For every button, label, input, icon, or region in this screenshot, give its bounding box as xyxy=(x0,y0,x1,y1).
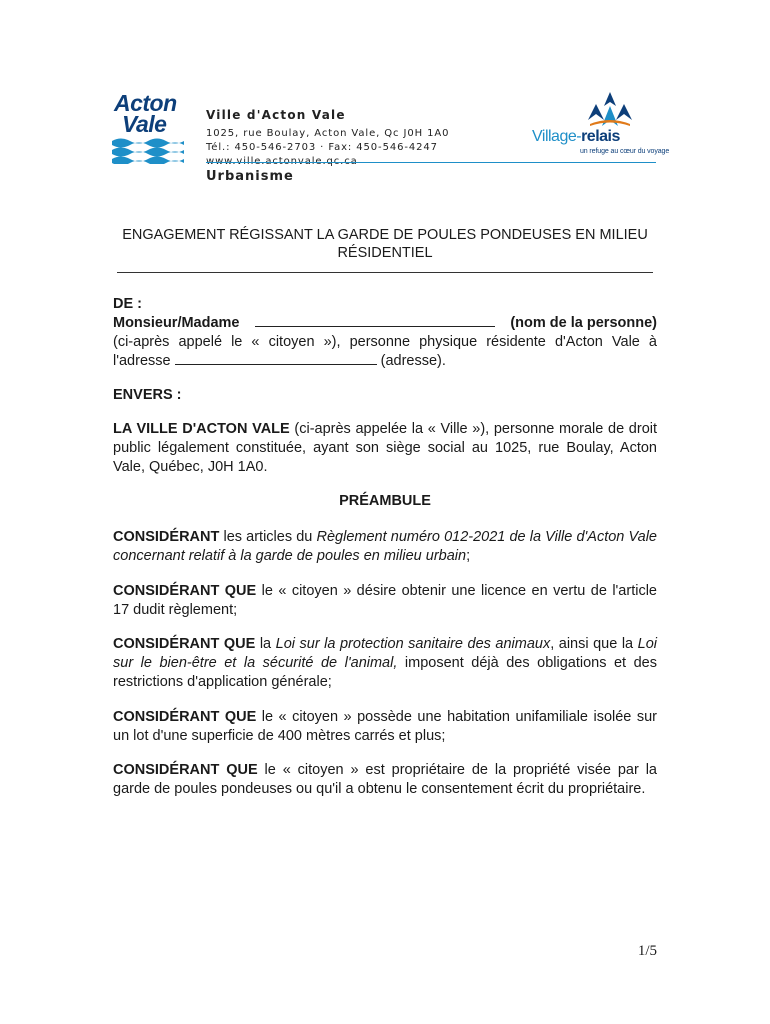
considerant-4 xyxy=(113,708,657,746)
c1-end: ; xyxy=(466,548,471,564)
citizen-name-hint: (nom de la personne) xyxy=(510,315,657,331)
considerant-3 xyxy=(113,635,657,692)
c2-lead: CONSIDÉRANT QUE xyxy=(113,583,257,599)
c1-text: les articles du xyxy=(223,529,313,545)
city-header xyxy=(206,108,449,169)
village-relais-logo xyxy=(530,92,670,162)
document-title: ENGAGEMENT RÉGISSANT LA GARDE DE POULES PONDEUSES EN MILIEU RÉSIDENTIEL xyxy=(122,227,648,261)
header-divider xyxy=(206,162,656,163)
c1-lead: CONSIDÉRANT xyxy=(113,529,220,545)
citizen-label: Monsieur/Madame xyxy=(113,315,240,331)
citizen-address-hint: (adresse). xyxy=(380,353,446,369)
c3-text-1: la xyxy=(259,636,272,652)
citizen-paragraph xyxy=(113,314,657,371)
logo-word-vale: Vale xyxy=(122,111,167,137)
village-relais-tagline: un refuge au cœur du voyage xyxy=(580,148,670,155)
c3-text-2: , ainsi que la xyxy=(550,636,634,652)
citizen-text: (ci-après appelé le « citoyen »), personne physique résidente d'Acton Vale à l'adresse xyxy=(113,334,657,369)
city-address: 1025, rue Boulay, Acton Vale, Qc J0H 1A0 xyxy=(206,128,450,139)
waves-icon xyxy=(112,136,184,164)
preamble-heading: PRÉAMBULE xyxy=(339,493,431,509)
envers-heading: ENVERS : xyxy=(113,387,182,403)
c5-text: le « citoyen » est propriétaire de la propriété visée par la garde de poules pondeuses ou qu'il a obtenu le consentement écrit du propriétaire. xyxy=(113,762,657,797)
considerant-1 xyxy=(113,528,657,566)
village-relais-wordmark: Village-relais xyxy=(532,128,620,145)
c3-law-1: Loi sur la protection sanitaire des animaux xyxy=(275,636,551,652)
acton-vale-logo xyxy=(110,90,190,170)
considerant-2 xyxy=(113,582,657,620)
c3-law-2: Loi sur le bien-être et la sécurité de l'animal, xyxy=(113,636,658,671)
c3-text-3: imposent déjà des obligations et des restrictions d'application générale; xyxy=(113,655,657,690)
c2-text: le « citoyen » désire obtenir une licence en vertu de l'article 17 dudit règlement; xyxy=(113,583,657,618)
logo-word-acton: Acton xyxy=(114,90,177,116)
ville-text: (ci-après appelée la « Ville »), personne morale de droit public légalement constituée, ayant son siège social au 1025, rue Boulay, Acton Vale, Québec, J0H 1A0. xyxy=(113,421,658,475)
c5-lead: CONSIDÉRANT QUE xyxy=(113,762,258,778)
c1-regulation-title: Règlement numéro 012-2021 de la Ville d'Acton Vale concernant relatif à la garde de poules en milieu urbain xyxy=(113,529,657,564)
de-heading: DE : xyxy=(113,296,142,312)
considerant-5 xyxy=(113,761,657,799)
c4-text: le « citoyen » possède une habitation unifamiliale isolée sur un lot d'une superficie de 400 mètres carrés et plus; xyxy=(113,709,657,744)
c3-lead: CONSIDÉRANT QUE xyxy=(113,636,256,652)
page-number: 1/5 xyxy=(637,943,657,959)
title-divider xyxy=(117,272,653,273)
department-name: Urbanisme xyxy=(206,169,294,184)
city-name: Ville d'Acton Vale xyxy=(206,108,346,122)
c4-lead: CONSIDÉRANT QUE xyxy=(113,709,257,725)
citizen-name-blank[interactable] xyxy=(255,314,495,327)
ville-name: LA VILLE D'ACTON VALE xyxy=(113,421,290,437)
city-phone-fax: Tél.: 450-546-2703 · Fax: 450-546-4247 xyxy=(206,142,438,153)
citizen-address-blank[interactable] xyxy=(175,352,377,365)
ville-paragraph xyxy=(113,420,657,477)
village-relais-emblem-icon xyxy=(586,92,634,130)
